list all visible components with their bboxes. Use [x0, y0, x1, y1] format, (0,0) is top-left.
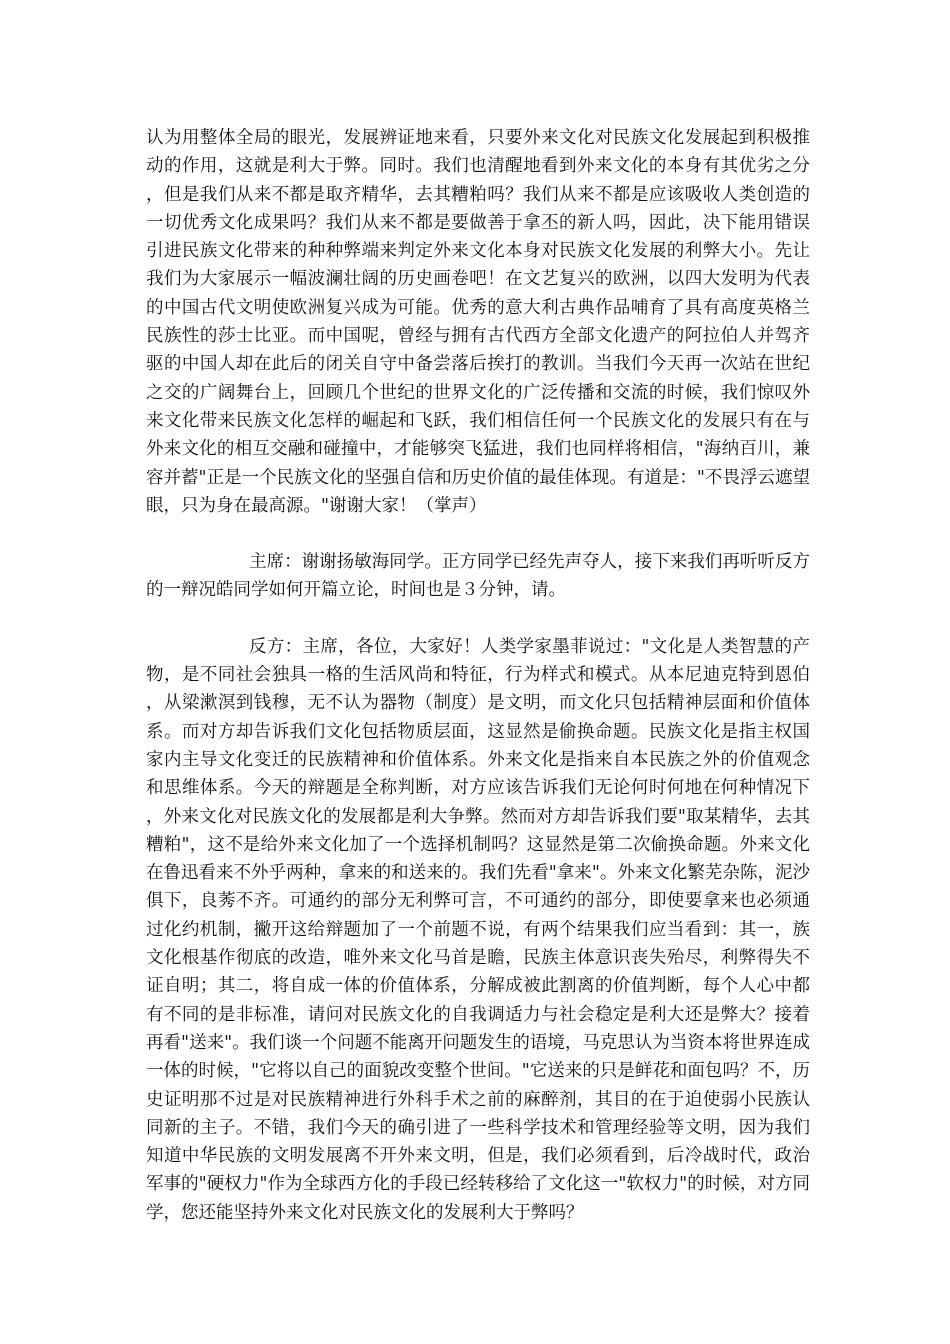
paragraph-opposition-opening: 反方：主席，各位，大家好！人类学家墨菲说过："文化是人类智慧的产物，是不同社会独具一格的生活风尚和特征，行为样式和模式。从本尼迪克特到恩伯，从梁漱溟到钱穆，无不认为器物（制度）是文明，而文化只包括精神层面和价值体系。而对方却告诉我们文化包括物质层面，这显然是偷换命题。民族文化是指主权国家内主导文化变迁的民族精神和价值体系。外来文化是指来自本民族之外的价值观念和思维体系。今天的辩题是全称判断，对方应该告诉我们无论何时何地在何种情况下，外来文化对民族文化的发展都是利大争弊。然而对方却告诉我们要"取某精华，去其糟粕"，这不是给外来文化加了一个选择机制吗？这显然是第二次偷换命题。外来文化在鲁迅看来不外乎两种，拿来的和送来的。我们先看"拿来"。外来文化繁芜杂陈，泥沙俱下，良莠不齐。可通约的部分无利弊可言，不可通约的部分，即使要拿来也必须通过化约机制，撇开这给辩题加了一个前题不说，有两个结果我们应当看到：其一，族文化根基作彻底的改造，唯外来文化马首是瞻，民族主体意识丧失殆尽，利弊得失不证自明；其二，将自成一体的价值体系，分解成被此割离的价值判断，每个人心中都有不同的是非标准，请问对民族文化的自我调适力与社会稳定是利大还是弊大？接着再看"送来"。我们谈一个问题不能离开问题发生的语境，马克思认为当资本将世界连成一体的时候，"它将以自己的面貌改变整个世间。"它送来的只是鲜花和面包吗？不，历史证明那不过是对民族精神进行外科手术之前的麻醉剂，其目的在于迫使弱小民族认同新的主子。不错，我们今天的确引进了一些科学技术和管理经验等文明，因为我们知道中华民族的文明发展离不开外来文明，但是，我们必须看到，后冷战时代，政治军事的"硬权力"作为全球西方化的手段已经转移给了文化这一"软权力"的时候，对方同学，您还能坚持外来文化对民族文化的发展利大于弊吗？ [146, 636, 810, 1223]
document-page [146, 124, 810, 1227]
paragraph-chair-remark: 主席：谢谢扬敏海同学。正方同学已经先声夺人，接下来我们再听听反方的一辩况皓同学如何开篇立论，时间也是３分钟，请。 [146, 552, 810, 601]
paragraph-affirmative-continuation: 认为用整体全局的眼光，发展辨证地来看，只要外来文化对民族文化发展起到积极推动的作用，这就是利大于弊。同时。我们也清醒地看到外来文化的本身有其优劣之分，但是我们从来不都是取齐精华，去其糟粕吗？我们从来不都是应该吸收人类创造的一切优秀文化成果吗？我们从来不都是要做善于拿丕的新人吗，因此，决下能用错误引进民族文化带来的种种弊端来判定外来文化本身对民族文化发展的利弊大小。先让我们为大家展示一幅波澜壮阔的历史画卷吧！在文艺复兴的欧洲，以四大发明为代表的中国古代文明使欧洲复兴成为可能。优秀的意大利古典作品哺育了具有高度英格兰民族性的莎士比亚。而中国呢，曾经与拥有古代西方全部文化遗产的阿拉伯人并驾齐驱的中国人却在此后的闭关自守中备尝落后挨打的教训。当我们今天再一次站在世纪之交的广阔舞台上，回顾几个世纪的世界文化的广泛传播和交流的时候，我们惊叹外来文化带来民族文化怎样的崛起和飞跃，我们相信任何一个民族文化的发展只有在与外来文化的相互交融和碰撞中，才能够突飞猛进，我们也同样将相信，"海纳百川，兼容并蓄"正是一个民族文化的坚强自信和历史价值的最佳体现。有道是："不畏浮云遮望眼，只为身在最高源。"谢谢大家！（掌声） [146, 128, 810, 516]
